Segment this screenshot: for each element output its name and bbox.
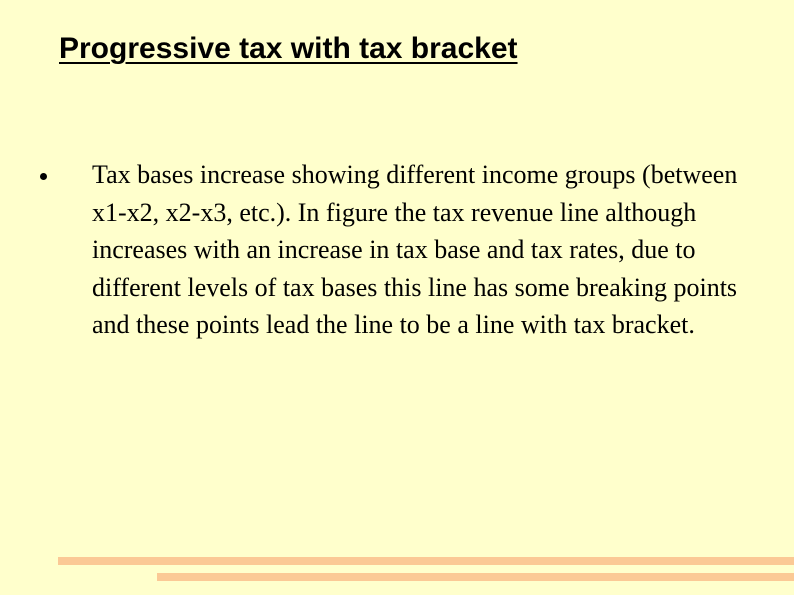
slide-title: Progressive tax with tax bracket	[59, 32, 518, 65]
bullet-dot-icon	[40, 173, 47, 180]
bullet-text: Tax bases increase showing different income groups (between x1-x2, x2-x3, etc.). In figure the tax revenue line although increases with an increase in tax base and tax rates, due to different levels of tax bases this line has some breaking points and these points lead the line to be a line with tax bracket.	[92, 160, 738, 339]
decorative-bar-lower	[157, 573, 794, 581]
bullet-list	[40, 156, 740, 344]
decorative-bar-upper	[58, 557, 794, 565]
bullet-item	[40, 156, 740, 344]
